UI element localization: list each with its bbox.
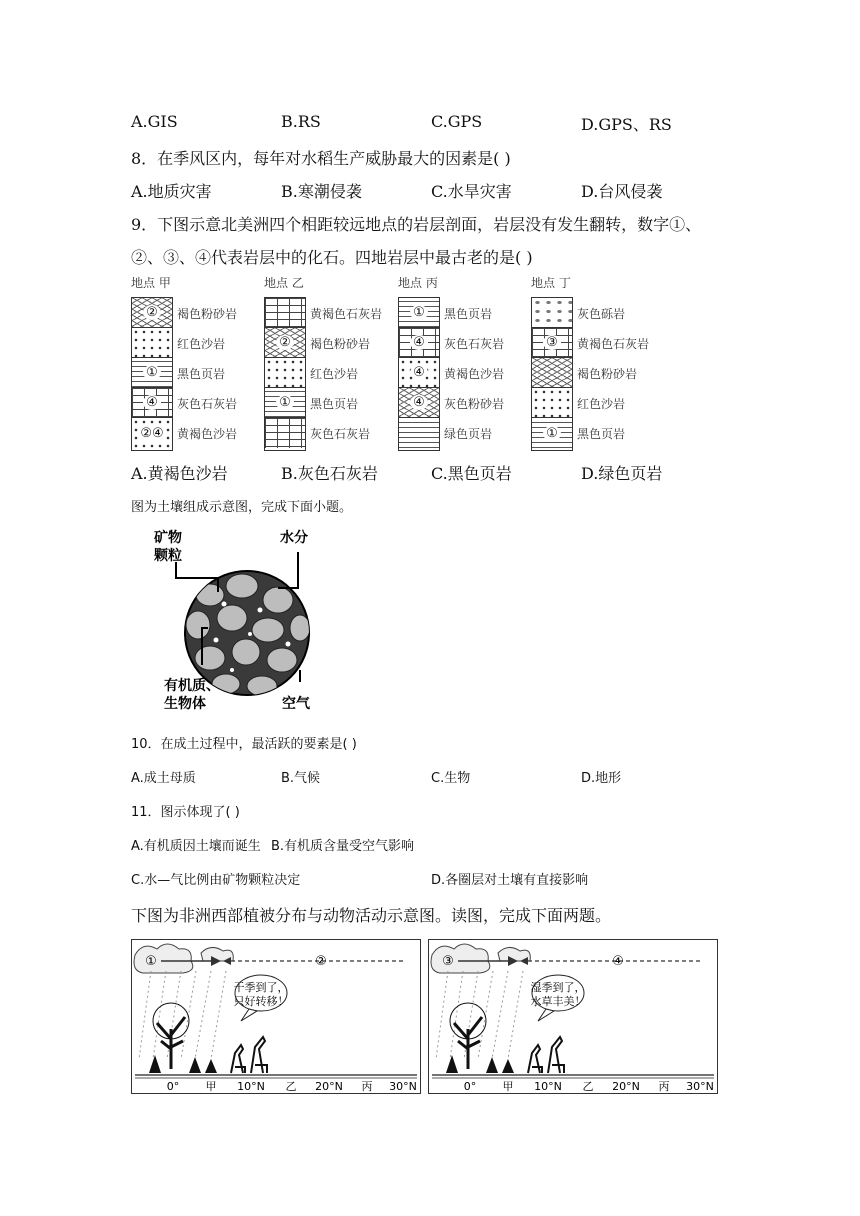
strata-column	[264, 297, 306, 451]
wind-mark-a: ③	[442, 954, 454, 969]
strata-layer	[532, 358, 572, 388]
q9-stem-line2: ②、③、④代表岩层中的化石。四地岩层中最古老的是( )	[131, 248, 533, 267]
strata-label: 黑色页岩	[310, 397, 359, 411]
fossil-mark: ②	[143, 305, 161, 320]
axis-tick-label: 甲	[502, 1080, 514, 1093]
strata-label: 绿色页岩	[444, 427, 493, 441]
q7-option-b: B.RS	[281, 112, 321, 131]
q9-option-d: D.绿色页岩	[581, 464, 663, 483]
axis-tick-label: 10°N	[534, 1080, 562, 1093]
site-title: 地点 乙	[264, 276, 304, 290]
q7-option-d: D.GPS、RS	[581, 115, 672, 134]
strata-layer	[132, 358, 172, 388]
axis-tick-label: 20°N	[612, 1080, 640, 1093]
axis-tick-label: 甲	[205, 1080, 217, 1093]
axis-tick-label: 0°	[166, 1080, 180, 1093]
strata-column	[398, 297, 440, 451]
fossil-mark: ④	[410, 365, 428, 380]
strata-label: 灰色粉砂岩	[444, 397, 505, 411]
strata-layer	[132, 388, 172, 418]
q9-stem-line1: 9．下图示意北美洲四个相距较远地点的岩层剖面，岩层没有发生翻转，数字①、	[131, 215, 702, 234]
fossil-mark: ①	[543, 426, 561, 441]
soil-intro: 图为土壤组成示意图，完成下面小题。	[131, 500, 353, 515]
strata-label: 红色沙岩	[177, 337, 226, 351]
q8-option-c: C.水旱灾害	[431, 182, 512, 201]
right-season-panel	[428, 939, 718, 1094]
label-water: 水分	[280, 530, 308, 546]
strata-column	[531, 297, 573, 451]
strata-label: 褐色粉砂岩	[310, 337, 371, 351]
wind-mark-a: ①	[145, 954, 157, 969]
strata-layer	[532, 388, 572, 418]
strata-layer	[265, 418, 305, 448]
speech-bubble-line1: 湿季到了，	[530, 981, 586, 994]
strata-label: 黑色页岩	[577, 427, 626, 441]
strata-label: 灰色石灰岩	[177, 397, 238, 411]
q10-option-b: B.气候	[281, 771, 321, 786]
left-season-panel	[131, 939, 421, 1094]
fossil-mark: ①	[410, 305, 428, 320]
label-organic-2: 生物体	[164, 696, 206, 712]
axis-tick-label: 30°N	[389, 1080, 417, 1093]
q11-option-c: C.水—气比例由矿物颗粒决定	[131, 873, 301, 888]
strata-label: 灰色石灰岩	[310, 427, 371, 441]
q11-option-b: B.有机质含量受空气影响	[271, 839, 415, 854]
site-title: 地点 丙	[398, 276, 438, 290]
strata-layer	[265, 298, 305, 328]
fossil-mark: ②	[276, 335, 294, 350]
strata-label: 灰色石灰岩	[444, 337, 505, 351]
strata-layer	[265, 358, 305, 388]
axis-tick-label: 10°N	[237, 1080, 265, 1093]
strata-label: 黄褐色石灰岩	[577, 337, 650, 351]
africa-intro: 下图为非洲西部植被分布与动物活动示意图。读图，完成下面两题。	[131, 906, 612, 925]
site-title: 地点 丁	[531, 276, 571, 290]
q7-option-c: C.GPS	[431, 112, 483, 131]
strata-label: 黑色页岩	[177, 367, 226, 381]
fossil-mark: ④	[143, 395, 161, 410]
strata-label: 褐色粉砂岩	[577, 367, 638, 381]
q10-option-d: D.地形	[581, 771, 622, 786]
q9-option-a: A.黄褐色沙岩	[131, 464, 228, 483]
strata-layer	[399, 358, 439, 388]
strata-layer	[265, 328, 305, 358]
strata-label: 红色沙岩	[577, 397, 626, 411]
strata-label: 黄褐色沙岩	[177, 427, 238, 441]
axis-tick-label: 丙	[658, 1080, 670, 1093]
strata-label: 黄褐色沙岩	[444, 367, 505, 381]
speech-bubble-line2: 水草丰美！	[530, 995, 586, 1008]
fossil-mark: ①	[143, 365, 161, 380]
strata-layer	[132, 328, 172, 358]
axis-tick-label: 0°	[463, 1080, 477, 1093]
strata-column	[131, 297, 173, 451]
strata-label: 灰色砾岩	[577, 307, 626, 321]
strata-layer	[532, 418, 572, 448]
label-organic-1: 有机质、	[164, 678, 220, 694]
strata-label: 褐色粉砂岩	[177, 307, 238, 321]
q10-stem: 10．在成土过程中，最活跃的要素是( )	[131, 737, 357, 752]
q11-option-d: D.各圈层对土壤有直接影响	[431, 873, 589, 888]
wind-mark-b: ②	[315, 954, 327, 969]
q8-option-d: D.台风侵袭	[581, 182, 663, 201]
fossil-mark: ②④	[137, 426, 166, 441]
label-air: 空气	[282, 696, 310, 712]
q11-option-a: A.有机质因土壤而诞生	[131, 839, 261, 854]
soil-composition-figure	[150, 520, 330, 715]
axis-tick-label: 乙	[285, 1080, 297, 1093]
q9-option-b: B.灰色石灰岩	[281, 464, 378, 483]
strata-label: 黄褐色石灰岩	[310, 307, 383, 321]
strata-layer	[399, 418, 439, 448]
strata-layer	[399, 298, 439, 328]
q8-option-a: A.地质灾害	[131, 182, 212, 201]
strata-layer	[532, 298, 572, 328]
q8-option-b: B.寒潮侵袭	[281, 182, 362, 201]
label-mineral-2: 颗粒	[154, 548, 182, 564]
q8-stem: 8．在季风区内，每年对水稻生产威胁最大的因素是( )	[131, 149, 511, 168]
axis-tick-label: 丙	[361, 1080, 373, 1093]
fossil-mark: ①	[276, 395, 294, 410]
strata-label: 黑色页岩	[444, 307, 493, 321]
fossil-mark: ④	[410, 395, 428, 410]
speech-bubble-line1: 干季到了，	[233, 981, 289, 994]
fossil-mark: ④	[410, 335, 428, 350]
speech-bubble-line2: 只好转移！	[233, 995, 289, 1008]
axis-tick-label: 20°N	[315, 1080, 343, 1093]
axis-tick-label: 乙	[582, 1080, 594, 1093]
fossil-mark: ③	[543, 335, 561, 350]
strata-label: 红色沙岩	[310, 367, 359, 381]
wind-mark-b: ④	[612, 954, 624, 969]
axis-tick-label: 30°N	[686, 1080, 714, 1093]
site-title: 地点 甲	[131, 276, 171, 290]
q7-option-a: A.GIS	[131, 112, 178, 131]
strata-layer	[132, 418, 172, 448]
q11-stem: 11．图示体现了( )	[131, 805, 240, 820]
strata-layer	[132, 298, 172, 328]
label-mineral-1: 矿物	[154, 530, 182, 546]
q10-option-a: A.成土母质	[131, 771, 196, 786]
strata-layer	[399, 388, 439, 418]
strata-layer	[532, 328, 572, 358]
strata-layer	[399, 328, 439, 358]
q9-option-c: C.黑色页岩	[431, 464, 512, 483]
strata-layer	[265, 388, 305, 418]
q10-option-c: C.生物	[431, 771, 471, 786]
